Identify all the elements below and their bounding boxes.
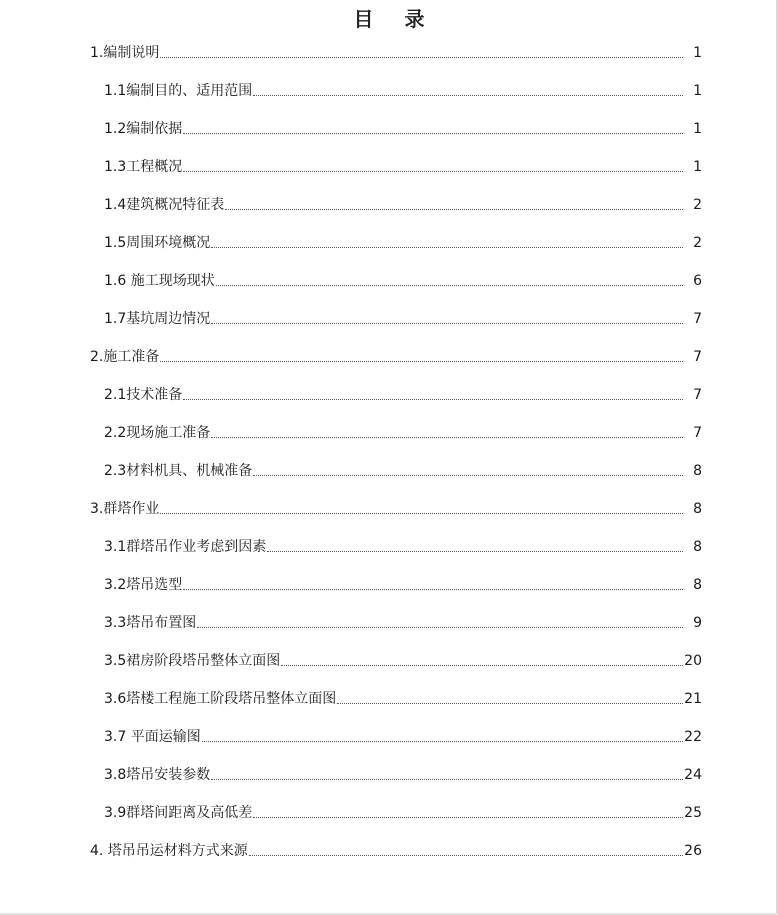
- toc-entry-page-number: 8: [693, 539, 702, 555]
- toc-entry[interactable]: [0, 77, 778, 101]
- toc-entry-page-number: 8: [693, 577, 702, 593]
- toc-dot-leader: [160, 56, 683, 58]
- toc-dot-leader: [183, 398, 683, 400]
- toc-entry-label: 3.1群塔吊作业考虑到因素: [104, 539, 267, 555]
- toc-entry[interactable]: [0, 761, 778, 785]
- toc-dot-leader: [211, 322, 683, 324]
- toc-dot-leader: [160, 360, 683, 362]
- toc-entry[interactable]: [0, 723, 778, 747]
- toc-dot-leader: [216, 284, 683, 286]
- toc-entry[interactable]: [0, 153, 778, 177]
- toc-entry-label: 3.6塔楼工程施工阶段塔吊整体立面图: [104, 691, 337, 707]
- toc-entry-label: 1.4建筑概况特征表: [104, 197, 225, 213]
- toc-entry[interactable]: [0, 647, 778, 671]
- toc-entry-page-number: 2: [693, 235, 702, 251]
- toc-entry-label: 3.8塔吊安装参数: [104, 767, 211, 783]
- toc-entry-label: 3.3塔吊布置图: [104, 615, 197, 631]
- toc-dot-leader: [253, 94, 683, 96]
- toc-dot-leader: [253, 474, 683, 476]
- toc-entry-page-number: 1: [693, 83, 702, 99]
- toc-entry[interactable]: [0, 191, 778, 215]
- toc-entry[interactable]: [0, 457, 778, 481]
- toc-entry-page-number: 9: [693, 615, 702, 631]
- toc-entry[interactable]: [0, 419, 778, 443]
- toc-entry-label: 2.2现场施工准备: [104, 425, 211, 441]
- toc-dot-leader: [202, 740, 683, 742]
- toc-entry-label: 1.2编制依据: [104, 121, 183, 137]
- toc-entry[interactable]: [0, 495, 778, 519]
- toc-dot-leader: [267, 550, 683, 552]
- toc-entry-page-number: 26: [684, 843, 702, 859]
- toc-dot-leader: [249, 854, 683, 856]
- toc-entry-label: 2.3材料机具、机械准备: [104, 463, 253, 479]
- toc-entry-label: 4. 塔吊吊运材料方式来源: [90, 843, 248, 859]
- toc-dot-leader: [211, 436, 683, 438]
- toc-entry[interactable]: [0, 305, 778, 329]
- toc-entry-page-number: 21: [684, 691, 702, 707]
- toc-entry-page-number: 2: [693, 197, 702, 213]
- toc-entry[interactable]: [0, 799, 778, 823]
- toc-entry-label: 1.3工程概况: [104, 159, 183, 175]
- toc-entry-page-number: 1: [693, 159, 702, 175]
- toc-dot-leader: [337, 702, 683, 704]
- toc-entry[interactable]: [0, 381, 778, 405]
- toc-dot-leader: [211, 246, 683, 248]
- toc-entry[interactable]: [0, 685, 778, 709]
- toc-entry-label: 3.7 平面运输图: [104, 729, 201, 745]
- toc-dot-leader: [197, 626, 683, 628]
- toc-entry-page-number: 25: [684, 805, 702, 821]
- toc-entry[interactable]: [0, 571, 778, 595]
- toc-entry[interactable]: [0, 837, 778, 861]
- toc-entry-label: 2.1技术准备: [104, 387, 183, 403]
- toc-entry-label: 1.5周围环境概况: [104, 235, 211, 251]
- toc-entry-label: 3.5裙房阶段塔吊整体立面图: [104, 653, 281, 669]
- toc-entry-page-number: 8: [693, 463, 702, 479]
- toc-entry-page-number: 7: [693, 387, 702, 403]
- toc-entry[interactable]: [0, 267, 778, 291]
- toc-dot-leader: [183, 170, 683, 172]
- toc-entry-label: 3.群塔作业: [90, 501, 160, 517]
- toc-entry-label: 1.1编制目的、适用范围: [104, 83, 253, 99]
- toc-dot-leader: [160, 512, 683, 514]
- toc-title: 目 录: [353, 7, 437, 31]
- toc-entry[interactable]: [0, 533, 778, 557]
- toc-entry-page-number: 8: [693, 501, 702, 517]
- toc-entry-label: 1.7基坑周边情况: [104, 311, 211, 327]
- toc-entry-page-number: 7: [693, 425, 702, 441]
- toc-entry[interactable]: [0, 343, 778, 367]
- toc-dot-leader: [211, 778, 683, 780]
- toc-entry-page-number: 1: [693, 121, 702, 137]
- toc-entry[interactable]: [0, 229, 778, 253]
- toc-entry-page-number: 7: [693, 349, 702, 365]
- toc-entry-label: 3.9群塔间距离及高低差: [104, 805, 253, 821]
- toc-entry-label: 1.编制说明: [90, 45, 160, 61]
- toc-entry-page-number: 22: [684, 729, 702, 745]
- toc-entry-label: 2.施工准备: [90, 349, 160, 365]
- toc-entry-page-number: 7: [693, 311, 702, 327]
- toc-dot-leader: [253, 816, 683, 818]
- toc-entry[interactable]: [0, 39, 778, 63]
- toc-entry-page-number: 20: [684, 653, 702, 669]
- toc-dot-leader: [183, 132, 683, 134]
- toc-dot-leader: [183, 588, 683, 590]
- toc-dot-leader: [281, 664, 683, 666]
- toc-entry[interactable]: [0, 115, 778, 139]
- toc-entry-label: 3.2塔吊选型: [104, 577, 183, 593]
- toc-entry-page-number: 6: [693, 273, 702, 289]
- toc-entry-page-number: 1: [693, 45, 702, 61]
- toc-entry[interactable]: [0, 609, 778, 633]
- toc-entry-label: 1.6 施工现场现状: [104, 273, 215, 289]
- toc-dot-leader: [225, 208, 683, 210]
- toc-entry-page-number: 24: [684, 767, 702, 783]
